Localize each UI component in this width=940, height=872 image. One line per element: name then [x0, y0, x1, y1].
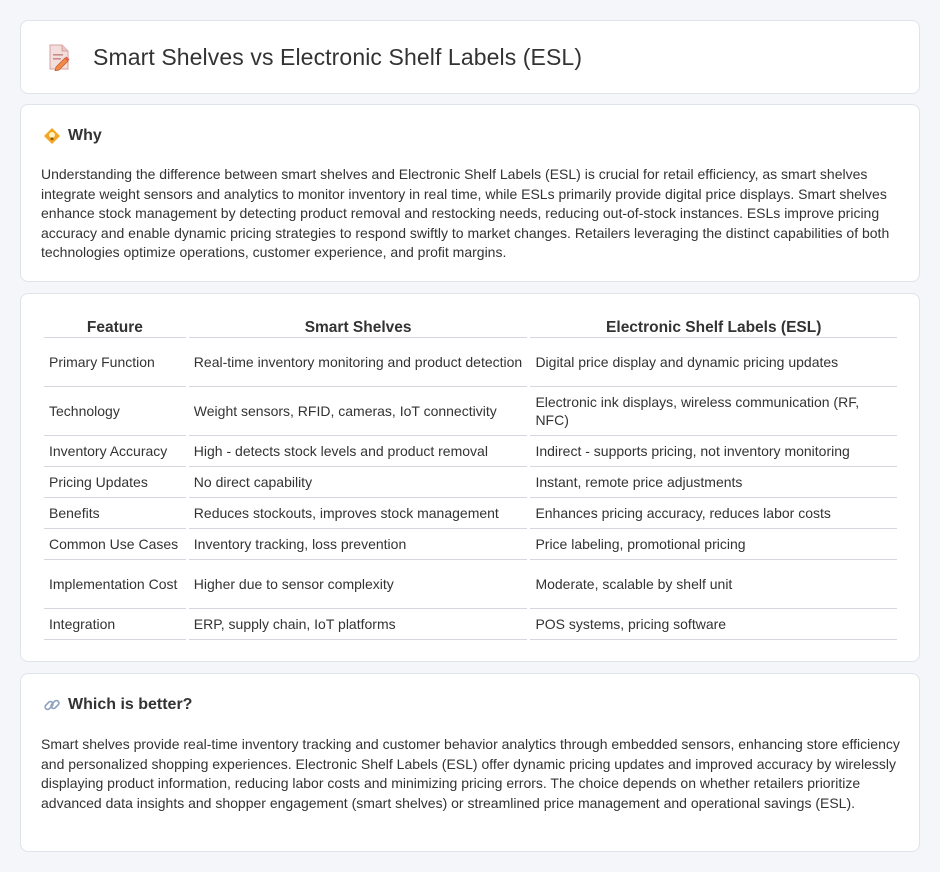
smart-shelves-cell: Real-time inventory monitoring and product detection [189, 338, 528, 387]
table-row [44, 609, 897, 640]
why-heading: Why [68, 127, 102, 144]
comparison-table-card [20, 293, 920, 662]
lightbulb-diamond-icon [43, 127, 61, 145]
smart-shelves-cell: Inventory tracking, loss prevention [189, 529, 528, 560]
feature-cell: Common Use Cases [44, 529, 186, 560]
which-is-better-section [20, 673, 920, 852]
feature-cell: Inventory Accuracy [44, 436, 186, 467]
esl-cell: Enhances pricing accuracy, reduces labor costs [530, 498, 897, 529]
column-header-esl: Electronic Shelf Labels (ESL) [530, 316, 897, 338]
table-header-row [44, 316, 897, 338]
smart-shelves-cell: Weight sensors, RFID, cameras, IoT connectivity [189, 387, 528, 436]
feature-cell: Implementation Cost [44, 560, 186, 609]
esl-cell: Digital price display and dynamic pricing updates [530, 338, 897, 387]
title-card [20, 20, 920, 94]
smart-shelves-cell: Higher due to sensor complexity [189, 560, 528, 609]
esl-cell: Electronic ink displays, wireless communication (RF, NFC) [530, 387, 897, 436]
table-row [44, 498, 897, 529]
esl-cell: POS systems, pricing software [530, 609, 897, 640]
table-row [44, 338, 897, 387]
better-heading: Which is better? [68, 696, 193, 713]
document-edit-icon [47, 43, 71, 71]
column-header-smart-shelves: Smart Shelves [189, 316, 528, 338]
feature-cell: Benefits [44, 498, 186, 529]
esl-cell: Moderate, scalable by shelf unit [530, 560, 897, 609]
comparison-table [41, 316, 900, 640]
smart-shelves-cell: ERP, supply chain, IoT platforms [189, 609, 528, 640]
feature-cell: Pricing Updates [44, 467, 186, 498]
why-heading-row [43, 127, 102, 145]
page-title: Smart Shelves vs Electronic Shelf Labels (ESL) [93, 43, 583, 70]
better-paragraph: Smart shelves provide real-time inventory tracking and customer behavior analytics through embedded sensors, enhancing store efficiency and personalized shopping experiences. Electronic Shelf Labels (ESL) offer dynamic pricing updates and improved accuracy by wirelessly displaying product information, reducing labor costs and minimizing pricing errors. The choice depends on whether retailers prioritize advanced data insights and shopper engagement (smart shelves) or streamlined price management and operational savings (ESL). [41, 736, 900, 811]
title-row [47, 43, 582, 71]
feature-cell: Primary Function [44, 338, 186, 387]
feature-cell: Integration [44, 609, 186, 640]
table-row [44, 529, 897, 560]
why-paragraph: Understanding the difference between smart shelves and Electronic Shelf Labels (ESL) is crucial for retail efficiency, as smart shelves integrate weight sensors and analytics to monitor inventory in real time, while ESLs primarily provide digital price displays. Smart shelves enhance stock management by detecting product removal and restocking needs, reducing out-of-stock instances. ESLs improve pricing accuracy and enable dynamic pricing strategies to respond swiftly to market changes. Retailers leveraging the distinct capabilities of both technologies optimize operations, customer experience, and profit margins. [41, 166, 890, 260]
smart-shelves-cell: Reduces stockouts, improves stock management [189, 498, 528, 529]
table-row [44, 467, 897, 498]
smart-shelves-cell: High - detects stock levels and product removal [189, 436, 528, 467]
table-row [44, 560, 897, 609]
table-row [44, 436, 897, 467]
table-row [44, 387, 897, 436]
feature-cell: Technology [44, 387, 186, 436]
better-heading-row [43, 696, 192, 714]
esl-cell: Instant, remote price adjustments [530, 467, 897, 498]
smart-shelves-cell: No direct capability [189, 467, 528, 498]
link-icon [43, 696, 61, 714]
why-section [20, 104, 920, 282]
esl-cell: Indirect - supports pricing, not inventory monitoring [530, 436, 897, 467]
column-header-feature: Feature [44, 316, 186, 338]
esl-cell: Price labeling, promotional pricing [530, 529, 897, 560]
